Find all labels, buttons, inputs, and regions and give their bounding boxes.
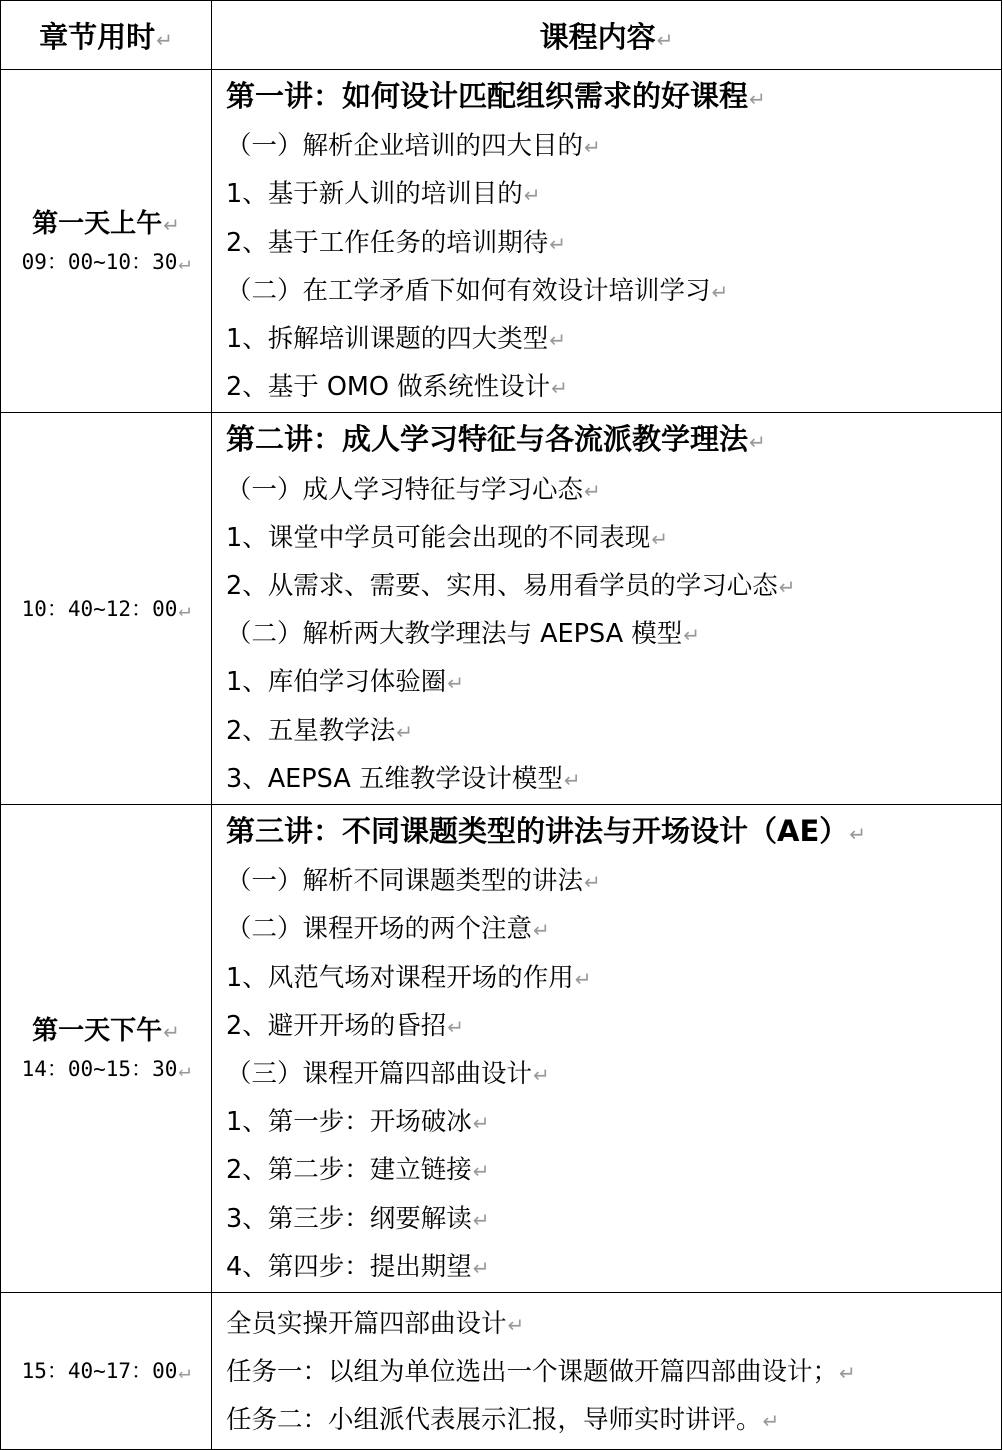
header-time-column: 章节用时 ↵: [1, 1, 212, 70]
content-line: 1、库伯学习体验圈 ↵: [226, 659, 1001, 707]
paragraph-mark-icon: [575, 967, 592, 991]
lecture-title: 第一讲：如何设计匹配组织需求的好课程 ↵: [226, 73, 1001, 123]
paragraph-mark-icon: [584, 479, 601, 503]
content-line: 3、AEPSA 五维教学设计模型 ↵: [226, 756, 1001, 804]
paragraph-mark-icon: [749, 430, 766, 454]
lecture-title: 第二讲：成人学习特征与各流派教学理法 ↵: [226, 416, 1001, 466]
content-line: 2、基于工作任务的培训期待 ↵: [226, 220, 1001, 268]
table-row: [1, 805, 1002, 1293]
content-line: 1、课堂中学员可能会出现的不同表现 ↵: [226, 515, 1001, 563]
time-range: 15：40~17：00 ↵: [1, 1354, 211, 1388]
content-line: 2、从需求、需要、实用、易用看学员的学习心态 ↵: [226, 563, 1001, 611]
paragraph-mark-icon: [178, 1359, 190, 1383]
time-label: 第一天下午 ↵: [1, 1011, 211, 1052]
time-cell: [1, 805, 212, 1293]
paragraph-mark-icon: [683, 623, 700, 647]
paragraph-mark-icon: [849, 822, 866, 846]
content-line: （一）解析企业培训的四大目的 ↵: [226, 123, 1001, 171]
content-line: 2、五星教学法 ↵: [226, 708, 1001, 756]
paragraph-mark-icon: [584, 135, 601, 159]
paragraph-mark-icon: [549, 232, 566, 256]
content-line: 1、风范气场对课程开场的作用 ↵: [226, 955, 1001, 1003]
content-line: （二）课程开场的两个注意 ↵: [226, 906, 1001, 954]
paragraph-mark-icon: [156, 28, 173, 52]
content-line: （一）成人学习特征与学习心态 ↵: [226, 467, 1001, 515]
paragraph-mark-icon: [447, 671, 464, 695]
time-cell: [1, 70, 212, 413]
paragraph-mark-icon: [839, 1361, 856, 1385]
table-row: [1, 1293, 1002, 1450]
content-line: 任务二：小组派代表展示汇报，导师实时讲评。 ↵: [226, 1397, 1001, 1445]
paragraph-mark-icon: [551, 376, 568, 400]
paragraph-mark-icon: [163, 1020, 180, 1044]
paragraph-mark-icon: [473, 1256, 490, 1280]
paragraph-mark-icon: [473, 1159, 490, 1183]
paragraph-mark-icon: [178, 597, 190, 621]
content-cell: [212, 805, 1002, 1293]
paragraph-mark-icon: [163, 213, 180, 237]
time-range: 09：00~10：30 ↵: [1, 245, 211, 279]
paragraph-mark-icon: [447, 1015, 464, 1039]
content-line: （一）解析不同课题类型的讲法 ↵: [226, 858, 1001, 906]
content-line: 1、第一步：开场破冰 ↵: [226, 1099, 1001, 1147]
content-line: （二）在工学矛盾下如何有效设计培训学习 ↵: [226, 268, 1001, 316]
header-content-column: 课程内容 ↵: [212, 1, 1002, 70]
content-line: 2、基于 OMO 做系统性设计 ↵: [226, 364, 1001, 412]
paragraph-mark-icon: [396, 720, 413, 744]
paragraph-mark-icon: [651, 527, 668, 551]
paragraph-mark-icon: [508, 1313, 525, 1337]
table-row: [1, 413, 1002, 805]
time-label: 第一天上午 ↵: [1, 204, 211, 245]
paragraph-mark-icon: [657, 28, 674, 52]
content-cell: [212, 70, 1002, 413]
content-cell: [212, 1293, 1002, 1450]
paragraph-mark-icon: [549, 328, 566, 352]
content-line: （二）解析两大教学理法与 AEPSA 模型 ↵: [226, 611, 1001, 659]
paragraph-mark-icon: [564, 768, 581, 792]
paragraph-mark-icon: [473, 1208, 490, 1232]
paragraph-mark-icon: [473, 1111, 490, 1135]
paragraph-mark-icon: [533, 918, 550, 942]
content-line: 4、第四步：提出期望 ↵: [226, 1244, 1001, 1292]
table-header-row: [1, 1, 1002, 70]
content-line: 1、拆解培训课题的四大类型 ↵: [226, 316, 1001, 364]
paragraph-mark-icon: [712, 280, 729, 304]
time-range: 10：40~12：00 ↵: [1, 592, 211, 626]
content-cell: [212, 413, 1002, 805]
time-cell: [1, 413, 212, 805]
content-line: 1、基于新人训的培训目的 ↵: [226, 171, 1001, 219]
content-line: 任务一：以组为单位选出一个课题做开篇四部曲设计； ↵: [226, 1349, 1001, 1397]
paragraph-mark-icon: [178, 1057, 190, 1081]
paragraph-mark-icon: [524, 183, 541, 207]
time-range: 14：00~15：30 ↵: [1, 1052, 211, 1086]
table-row: [1, 70, 1002, 413]
paragraph-mark-icon: [763, 1409, 780, 1433]
paragraph-mark-icon: [779, 575, 796, 599]
content-line: 2、第二步：建立链接 ↵: [226, 1147, 1001, 1195]
content-line: 全员实操开篇四部曲设计 ↵: [226, 1301, 1001, 1349]
content-line: 3、第三步：纲要解读 ↵: [226, 1196, 1001, 1244]
paragraph-mark-icon: [584, 870, 601, 894]
paragraph-mark-icon: [178, 250, 190, 274]
time-cell: [1, 1293, 212, 1450]
content-line: 2、避开开场的昏招 ↵: [226, 1003, 1001, 1051]
paragraph-mark-icon: [533, 1063, 550, 1087]
paragraph-mark-icon: [749, 87, 766, 111]
lecture-title: 第三讲：不同课题类型的讲法与开场设计（AE） ↵: [226, 808, 1001, 858]
content-line: （三）课程开篇四部曲设计 ↵: [226, 1051, 1001, 1099]
